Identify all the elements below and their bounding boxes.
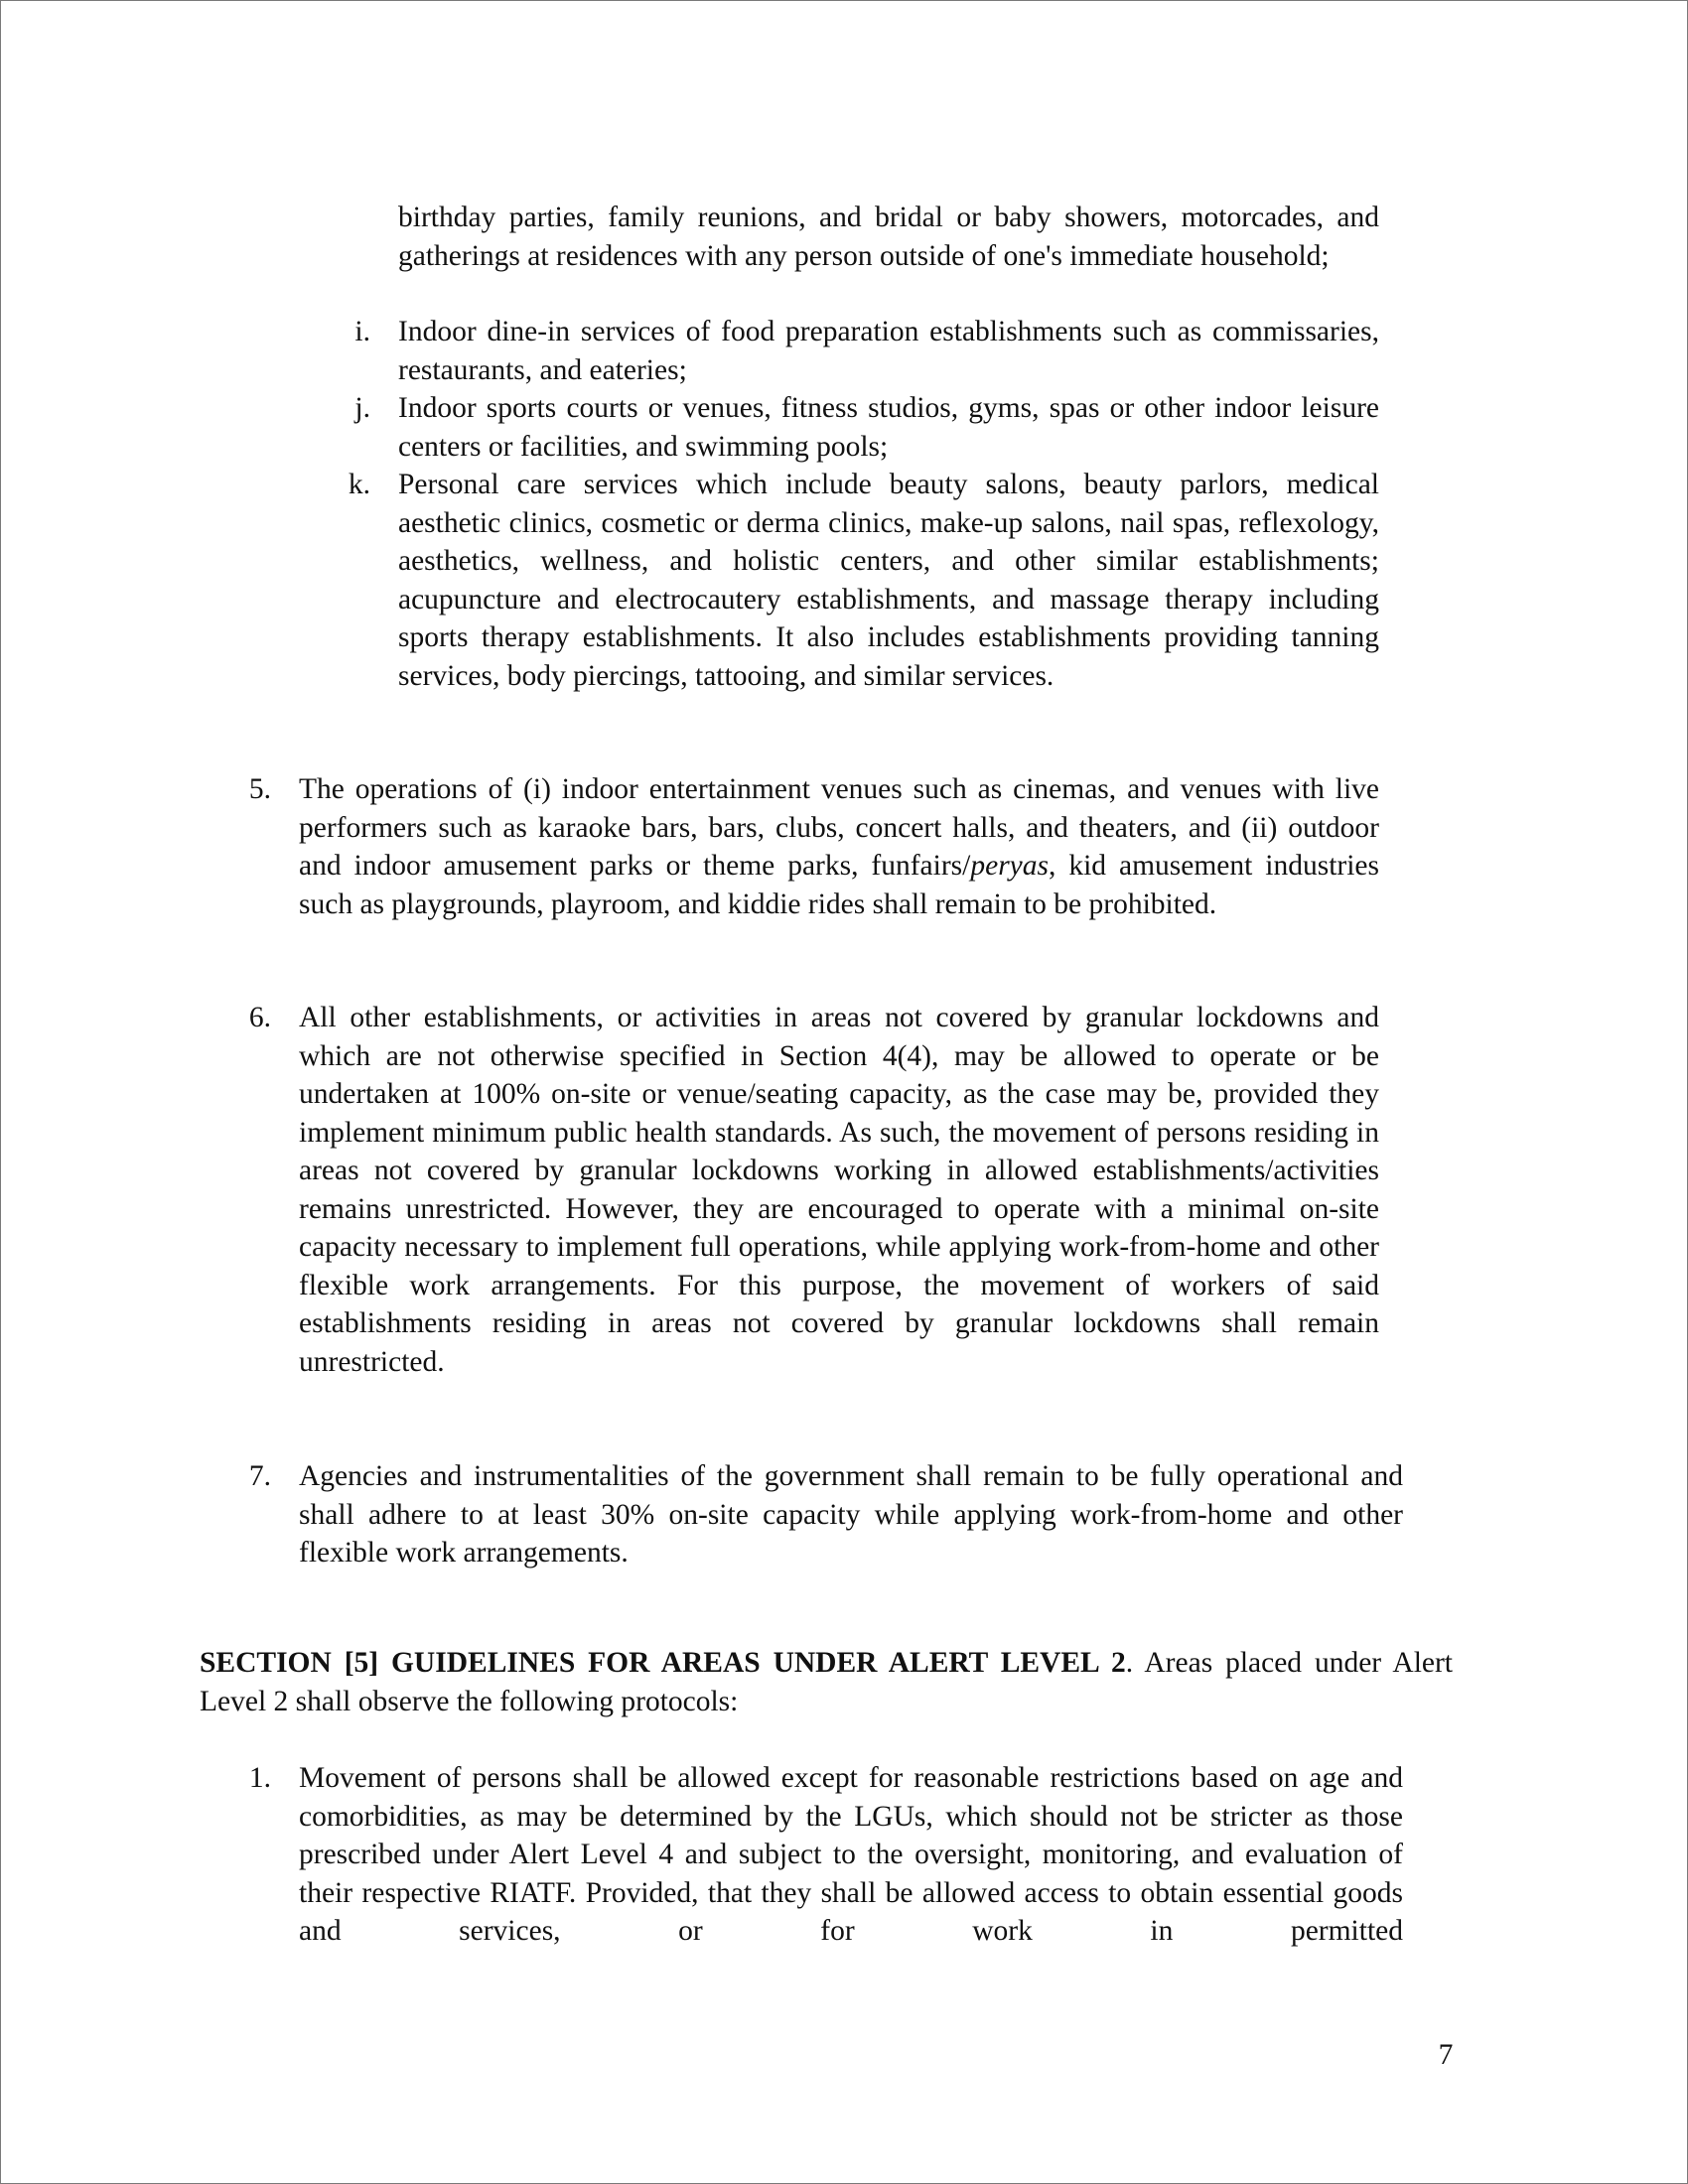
list-marker-7: 7.: [248, 1460, 271, 1492]
list-marker-5: 5.: [248, 773, 271, 805]
continuation-paragraph: [398, 199, 1379, 275]
list-item-text: Agencies and instrumentalities of the government shall remain to be fully operational and shall adhere to at least 30% on-site capacity while applying work-from-home and other flexible work arrangements.: [299, 1460, 1403, 1569]
list-item-text: All other establishments, or activities in areas not covered by granular lockdowns and which are not otherwise specified in Section 4(4), may be allowed to operate or be undertaken at 100% on-site or venue/seating capacity, as the case may be, provided they implement minimum public health standards. As such, the movement of persons residing in areas not covered by granular lockdowns working in allowed establishments/activities remains unrestricted. However, they are encouraged to operate with a minimal on-site capacity necessary to implement full operations, while applying work-from-home and other flexible work arrangements. For this purpose, the movement of workers of said establishments residing in areas not covered by granular lockdowns shall remain unrestricted.: [299, 1002, 1379, 1378]
page-number: 7: [1438, 2039, 1454, 2071]
list-marker-1: 1.: [248, 1762, 271, 1794]
sub-item-k: [398, 466, 1379, 695]
section-heading: SECTION [5] GUIDELINES FOR AREAS UNDER ALERT LEVEL 2: [200, 1647, 1126, 1679]
sub-item-text: Indoor sports courts or venues, fitness studios, gyms, spas or other indoor leisure centers or facilities, and swimming pools;: [398, 392, 1379, 463]
list-marker-k: k.: [348, 469, 370, 500]
list-item-5: [299, 770, 1379, 923]
list-marker-j: j.: [354, 392, 370, 424]
list-marker-6: 6.: [248, 1002, 271, 1033]
section-5-paragraph: [200, 1644, 1453, 1720]
sub-item-i: [398, 313, 1379, 389]
sub-item-text: Indoor dine-in services of food preparation establishments such as commissaries, restaurants, and eateries;: [398, 316, 1379, 386]
list-item-text: Movement of persons shall be allowed except for reasonable restrictions based on age and comorbidities, as may be determined by the LGUs, which should not be stricter as those prescribed under Alert Level 4 and subject to the oversight, monitoring, and evaluation of their respective RIATF. Provided, that they shall be allowed access to obtain essential goods and services, or for work in permitted: [299, 1762, 1403, 1947]
section-5-item-1: [299, 1759, 1403, 1951]
list-item-text: , kid amusement industries such as playgrounds, playroom, and kiddie rides shall remain to be prohibited.: [299, 850, 1379, 920]
list-item-7: [299, 1457, 1403, 1572]
list-item-text: The operations of (i) indoor entertainment venues such as cinemas, and venues with live performers such as karaoke bars, bars, clubs, concert halls, and theaters, and (ii) outdoor and indoor amusement parks or theme parks, funfairs/: [299, 773, 1379, 882]
continuation-text: birthday parties, family reunions, and bridal or baby showers, motorcades, and gatherings at residences with any person outside of one's immediate household;: [398, 202, 1379, 272]
section-intro: . Areas placed under Alert Level 2 shall observe the following protocols:: [200, 1647, 1453, 1717]
italic-term-peryas: peryas: [970, 850, 1050, 882]
list-item-6: [299, 999, 1379, 1381]
sub-item-text: Personal care services which include beauty salons, beauty parlors, medical aesthetic clinics, cosmetic or derma clinics, make-up salons, nail spas, reflexology, aesthetics, wellness, and holistic centers, and other similar establishments; acupuncture and electrocautery establishments, and massage therapy including sports therapy establishments. It also includes establishments providing tanning services, body piercings, tattooing, and similar services.: [398, 469, 1379, 692]
list-marker-i: i.: [354, 316, 370, 347]
sub-item-j: [398, 389, 1379, 466]
